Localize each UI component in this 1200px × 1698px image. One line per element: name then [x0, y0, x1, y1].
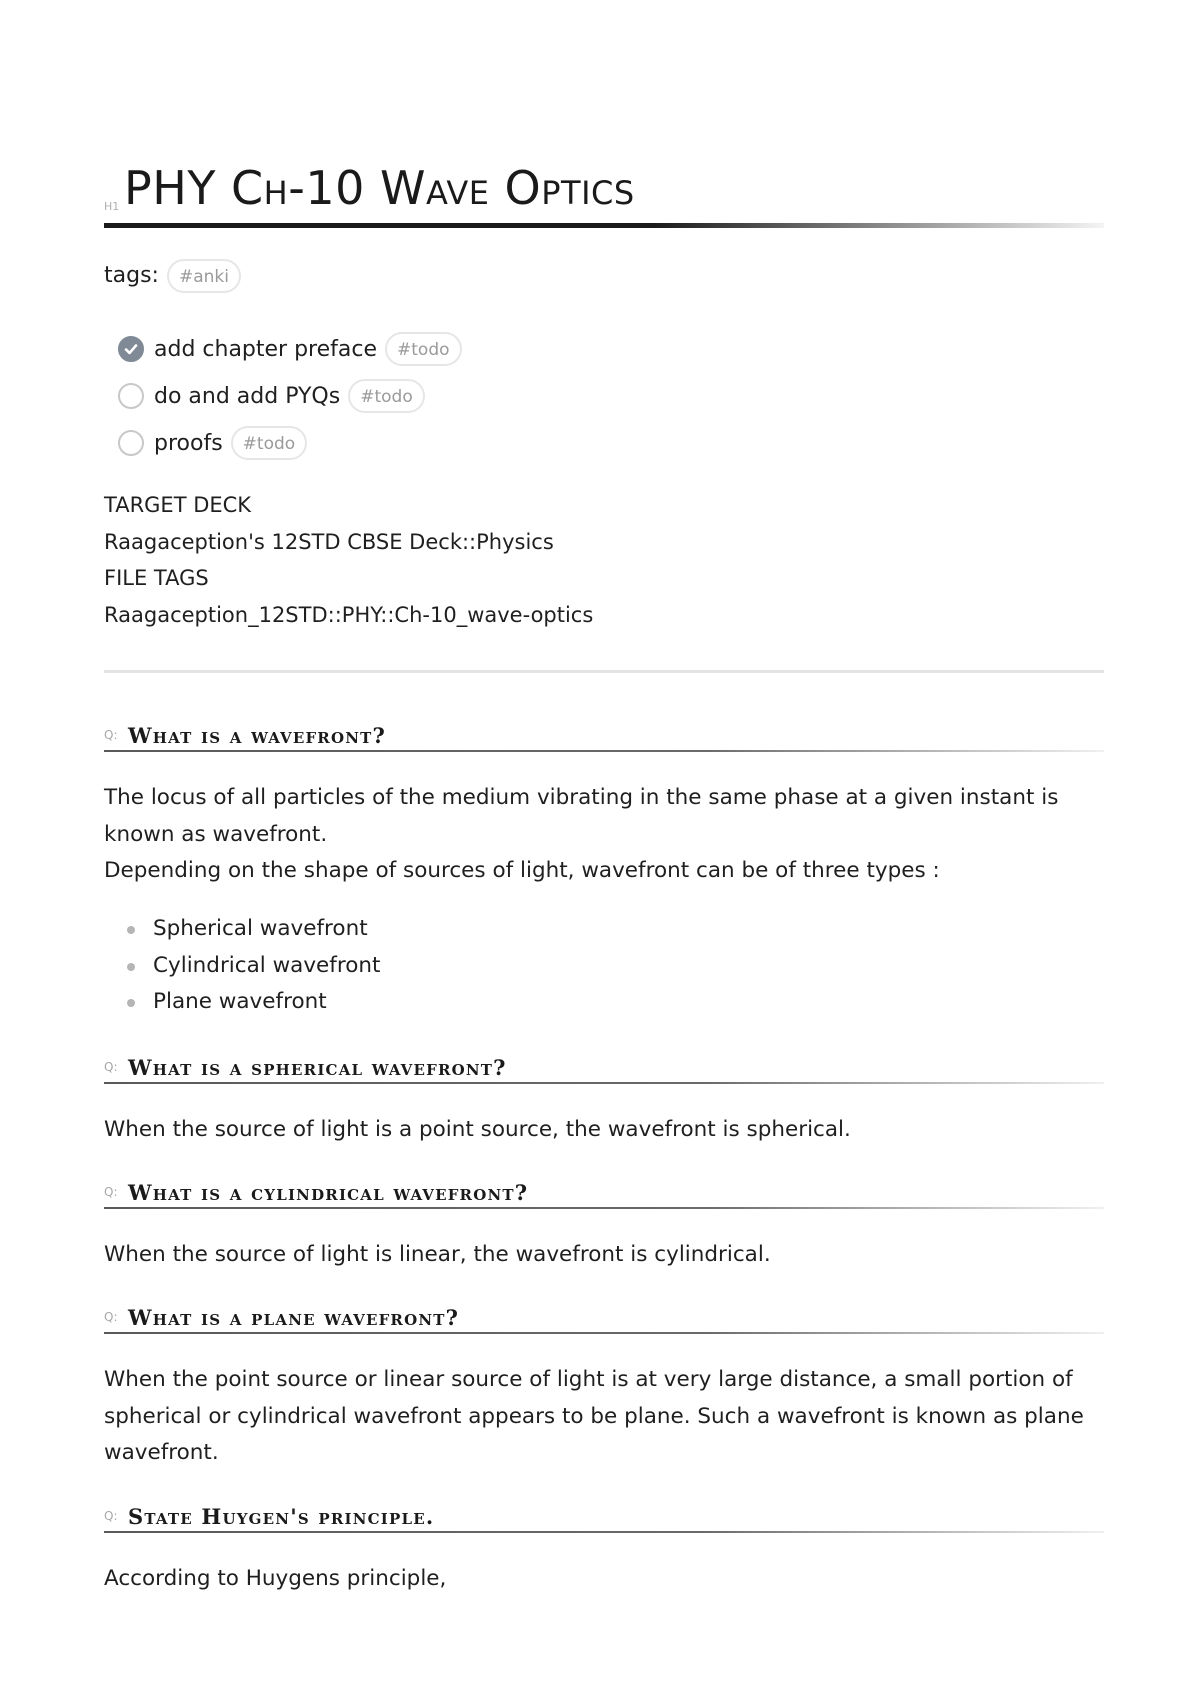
horizontal-divider: [104, 670, 1104, 673]
answer-paragraph: When the source of light is linear, the wavefront is cylindrical.: [104, 1242, 771, 1267]
answer-text: [104, 1237, 1104, 1274]
question-heading: [104, 1294, 1104, 1334]
question-marker: Q:: [104, 1310, 118, 1324]
file-tags-label: FILE TAGS: [104, 566, 209, 590]
question-underline: [104, 1531, 1104, 1533]
answer-paragraph: According to Huygens principle,: [104, 1566, 447, 1591]
tag-todo[interactable]: #todo: [348, 379, 425, 413]
question-underline: [104, 1207, 1104, 1209]
deck-metadata: [104, 487, 593, 633]
file-tags-value: Raagaception_12STD::PHY::Ch-10_wave-optics: [104, 602, 594, 627]
answer-paragraph: When the point source or linear source of light is at very large distance, a small portion of spherical or cylindrical wavefront appears to be plane. Such a wavefront is known as plane wavefront.: [104, 1367, 1084, 1465]
question-marker: Q:: [104, 728, 118, 742]
tags-line: [104, 258, 241, 294]
list-item-text: Plane wavefront: [153, 989, 327, 1014]
question-heading: [104, 712, 1104, 752]
list-item: [104, 948, 380, 985]
unchecked-checkbox-icon[interactable]: [118, 430, 144, 456]
list-item-text: Spherical wavefront: [153, 916, 368, 941]
question-title: What is a wavefront?: [128, 723, 387, 748]
bullet-icon: [127, 999, 135, 1007]
checked-checkbox-icon[interactable]: [118, 336, 144, 362]
page-title: PHY Ch-10 Wave Optics: [124, 161, 635, 215]
task-label: do and add PYQs: [154, 383, 341, 409]
list-item: [104, 911, 380, 948]
heading-level-marker: H1: [104, 200, 120, 213]
answer-text: [104, 780, 1104, 890]
target-deck-value: Raagaception's 12STD CBSE Deck::Physics: [104, 529, 554, 554]
question-underline: [104, 750, 1104, 752]
list-item: [104, 984, 380, 1021]
target-deck-label: TARGET DECK: [104, 493, 252, 517]
task-item: [118, 329, 462, 369]
question-heading: [104, 1493, 1104, 1533]
title-block: [104, 160, 1104, 230]
bullet-icon: [127, 926, 135, 934]
task-item: [118, 423, 307, 463]
question-title: State Huygen's principle.: [128, 1504, 435, 1529]
answer-text: [104, 1362, 1104, 1472]
tag-todo[interactable]: #todo: [385, 332, 462, 366]
tag-anki[interactable]: #anki: [167, 259, 241, 293]
unchecked-checkbox-icon[interactable]: [118, 383, 144, 409]
answer-text: [104, 1112, 1104, 1149]
answer-paragraph: The locus of all particles of the medium vibrating in the same phase at a given instant is known as wavefront.: [104, 785, 1059, 847]
question-underline: [104, 1082, 1104, 1084]
question-title: What is a cylindrical wavefront?: [128, 1180, 529, 1205]
answer-text: [104, 1561, 1104, 1598]
task-label: proofs: [154, 430, 223, 456]
task-label: add chapter preface: [154, 336, 378, 362]
list-item-text: Cylindrical wavefront: [153, 952, 381, 978]
question-underline: [104, 1332, 1104, 1334]
question-heading: [104, 1169, 1104, 1209]
title-underline: [104, 223, 1104, 228]
question-heading: [104, 1044, 1104, 1084]
question-title: What is a plane wavefront?: [128, 1305, 460, 1330]
answer-paragraph: When the source of light is a point source, the wavefront is spherical.: [104, 1117, 851, 1142]
question-marker: Q:: [104, 1509, 118, 1523]
wavefront-types-list: [104, 911, 380, 1021]
bullet-icon: [127, 963, 135, 971]
question-marker: Q:: [104, 1185, 118, 1199]
tag-todo[interactable]: #todo: [231, 426, 308, 460]
answer-paragraph: Depending on the shape of sources of light, wavefront can be of three types :: [104, 858, 940, 883]
tags-label: tags:: [104, 263, 159, 288]
question-title: What is a spherical wavefront?: [128, 1055, 507, 1080]
question-marker: Q:: [104, 1060, 118, 1074]
task-item: [118, 376, 425, 416]
